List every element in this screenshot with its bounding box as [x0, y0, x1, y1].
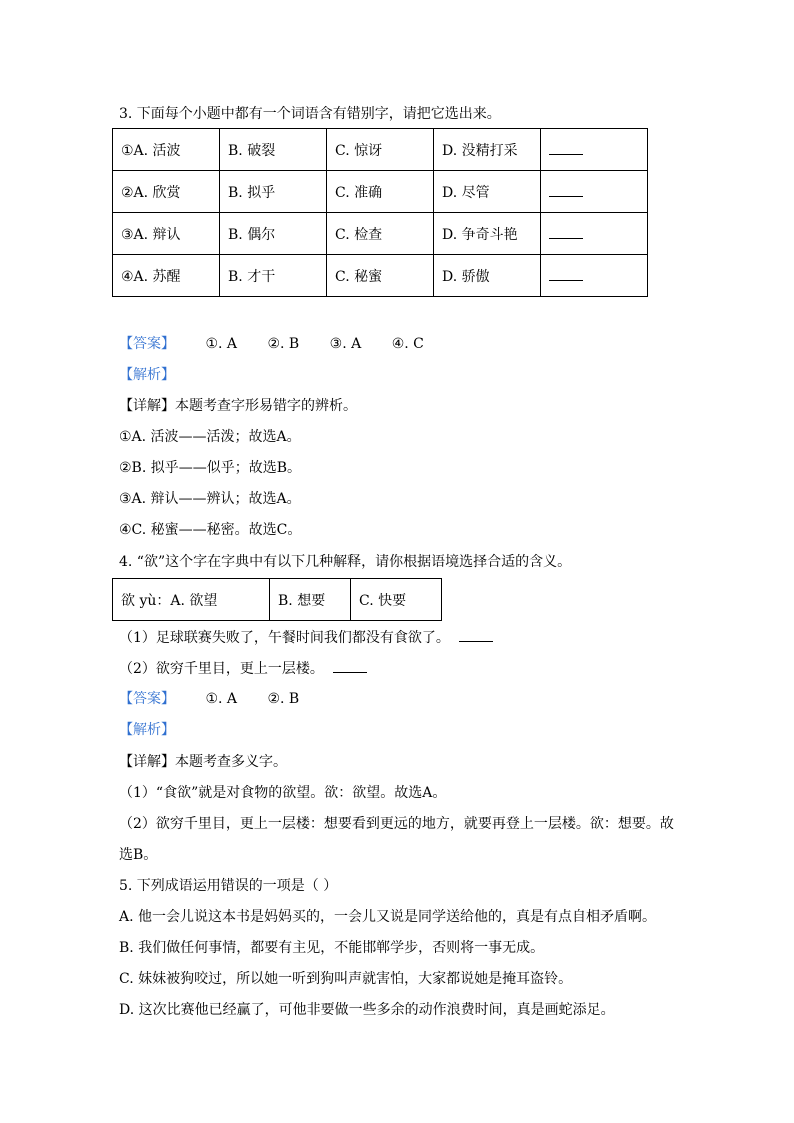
table-cell: B. 想要 [270, 579, 351, 621]
q4-title: 4. “欲”这个字在字典中有以下几种解释，请你根据语境选择合适的含义。 [119, 554, 572, 570]
explain-line: ④C. 秘蜜——秘密。故选C。 [119, 522, 302, 538]
table-cell: C. 惊讶 [327, 129, 434, 171]
analysis-tag: 【解析】 [119, 367, 175, 383]
detail-line: 【详解】本题考查字形易错字的辨析。 [119, 398, 357, 414]
answer-blank [459, 627, 493, 642]
table-cell: C. 秘蜜 [327, 255, 434, 297]
table-cell: D. 没精打采 [434, 129, 541, 171]
q3-title: 3. 下面每个小题中都有一个词语含有错别字，请把它选出来。 [119, 106, 501, 122]
detail-line: 【详解】本题考查多义字。 [119, 754, 287, 770]
answer-item: ③. A [329, 336, 362, 352]
explain-line: 选B。 [119, 847, 158, 863]
table-cell: C. 检查 [327, 213, 434, 255]
analysis-tag: 【解析】 [119, 722, 175, 738]
q3-options-table [112, 128, 648, 297]
explain-line: ①A. 活波——活泼；故选A。 [119, 429, 301, 445]
explain-line: ②B. 拟乎——似乎；故选B。 [119, 460, 302, 476]
q4-definition-table [112, 578, 442, 621]
q5-option: A. 他一会儿说这本书是妈妈买的，一会儿又说是同学送给他的，真是有点自相矛盾啊。 [119, 909, 657, 925]
answer-blank-cell [541, 213, 648, 255]
table-cell: ④A. 苏醒 [113, 255, 220, 297]
q4-item [119, 658, 367, 679]
explain-line: （1）“食欲”就是对食物的欲望。欲：欲望。故选A。 [119, 785, 447, 801]
table-cell: D. 争奇斗艳 [434, 213, 541, 255]
explain-line: （2）欲穷千里目，更上一层楼：想要看到更远的地方，就要再登上一层楼。欲：想要。故 [119, 816, 674, 832]
table-cell: 欲 yù：A. 欲望 [113, 579, 270, 621]
answer-item: ④. C [391, 336, 424, 352]
q3-answer-line [119, 334, 424, 354]
table-cell: D. 骄傲 [434, 255, 541, 297]
table-row [113, 129, 648, 171]
table-cell: B. 破裂 [220, 129, 327, 171]
table-row [113, 171, 648, 213]
table-cell: ③A. 辩认 [113, 213, 220, 255]
table-cell: C. 快要 [351, 579, 442, 621]
table-cell: B. 才干 [220, 255, 327, 297]
table-row [113, 255, 648, 297]
table-cell: B. 拟乎 [220, 171, 327, 213]
q4-item [119, 627, 493, 648]
answer-tag: 【答案】 [119, 336, 175, 352]
answer-blank-cell [541, 255, 648, 297]
answer-item: ①. A [205, 691, 238, 707]
answer-blank-cell [541, 171, 648, 213]
table-row [113, 579, 442, 621]
answer-blank [549, 140, 583, 155]
q4-answer-line [119, 689, 299, 709]
table-cell: B. 偶尔 [220, 213, 327, 255]
table-cell: C. 准确 [327, 171, 434, 213]
explain-line: ③A. 辩认——辨认；故选A。 [119, 491, 301, 507]
q5-option: D. 这次比赛他已经赢了，可他非要做一些多余的动作浪费时间，真是画蛇添足。 [119, 1002, 615, 1018]
answer-blank-cell [541, 129, 648, 171]
answer-item: ②. B [267, 336, 300, 352]
answer-tag: 【答案】 [119, 691, 175, 707]
q5-option: B. 我们做任何事情，都要有主见，不能邯郸学步，否则将一事无成。 [119, 940, 545, 956]
table-cell: ①A. 活波 [113, 129, 220, 171]
table-cell: ②A. 欣赏 [113, 171, 220, 213]
answer-item: ②. B [267, 691, 300, 707]
q4-item-text: （1）足球联赛失败了，午餐时间我们都没有食欲了。 [119, 630, 450, 646]
table-row [113, 213, 648, 255]
answer-blank [333, 658, 367, 673]
answer-blank [549, 266, 583, 281]
answer-blank [549, 182, 583, 197]
q4-item-text: （2）欲穷千里目，更上一层楼。 [119, 661, 324, 677]
q5-option: C. 妹妹被狗咬过，所以她一听到狗叫声就害怕，大家都说她是掩耳盗铃。 [119, 971, 573, 987]
table-cell: D. 尽管 [434, 171, 541, 213]
answer-item: ①. A [205, 336, 238, 352]
q5-title: 5. 下列成语运用错误的一项是（ ） [119, 878, 338, 894]
answer-blank [549, 224, 583, 239]
